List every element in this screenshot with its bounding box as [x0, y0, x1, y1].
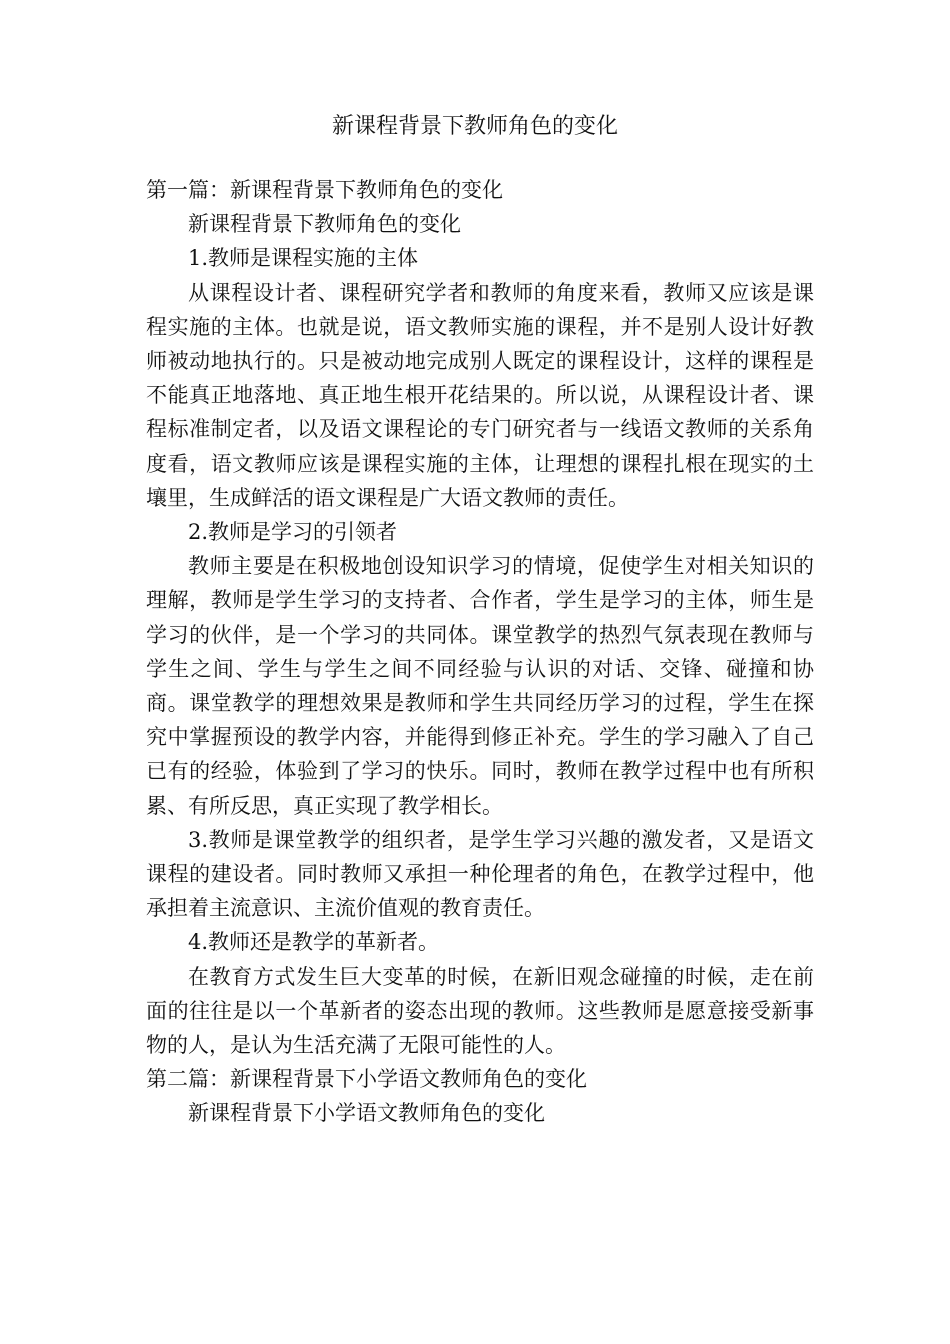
body-paragraph-3: 3.教师是课堂教学的组织者，是学生学习兴趣的激发者，又是语文课程的建设者。同时教师又承担一种伦理者的角色，在教学过程中，他承担着主流意识、主流价值观的教育责任。 — [146, 827, 814, 921]
point-heading-4: 4.教师还是教学的革新者。 — [188, 930, 440, 955]
document-title: 新课程背景下教师角色的变化 — [331, 114, 618, 139]
section-subtitle-2: 新课程背景下小学语文教师角色的变化 — [188, 1101, 545, 1126]
body-paragraph-4: 在教育方式发生巨大变革的时候，在新旧观念碰撞的时候，走在前面的往往是以一个革新者的姿态出现的教师。这些教师是愿意接受新事物的人，是认为生活充满了无限可能性的人。 — [146, 964, 814, 1058]
body-paragraph-2: 教师主要是在积极地创设知识学习的情境，促使学生对相关知识的理解，教师是学生学习的支持者、合作者，学生是学习的主体，师生是学习的伙伴，是一个学习的共同体。课堂教学的热烈气氛表现在教师与学生之间、学生与学生之间不同经验与认识的对话、交锋、碰撞和协商。课堂教学的理想效果是教师和学生共同经历学习的过程，学生在探究中掌握预设的教学内容，并能得到修正补充。学生的学习融入了自己已有的经验，体验到了学习的快乐。同时，教师在教学过程中也有所积累、有所反思，真正实现了教学相长。 — [146, 554, 814, 818]
section-heading-2: 第二篇：新课程背景下小学语文教师角色的变化 — [146, 1067, 587, 1092]
body-paragraph-1: 从课程设计者、课程研究学者和教师的角度来看，教师又应该是课程实施的主体。也就是说，语文教师实施的课程，并不是别人设计好教师被动地执行的。只是被动地完成别人既定的课程设计，这样的课程是不能真正地落地、真正地生根开花结果的。所以说，从课程设计者、课程标准制定者，以及语文课程论的专门研究者与一线语文教师的关系角度看，语文教师应该是课程实施的主体，让理想的课程扎根在现实的土壤里，生成鲜活的语文课程是广大语文教师的责任。 — [146, 280, 814, 510]
section-heading-1: 第一篇：新课程背景下教师角色的变化 — [146, 178, 503, 202]
document-body — [146, 173, 814, 1131]
point-heading-2: 2.教师是学习的引领者 — [188, 520, 398, 545]
point-heading-1: 1.教师是课程实施的主体 — [188, 246, 419, 271]
section-subtitle-1: 新课程背景下教师角色的变化 — [188, 212, 461, 237]
